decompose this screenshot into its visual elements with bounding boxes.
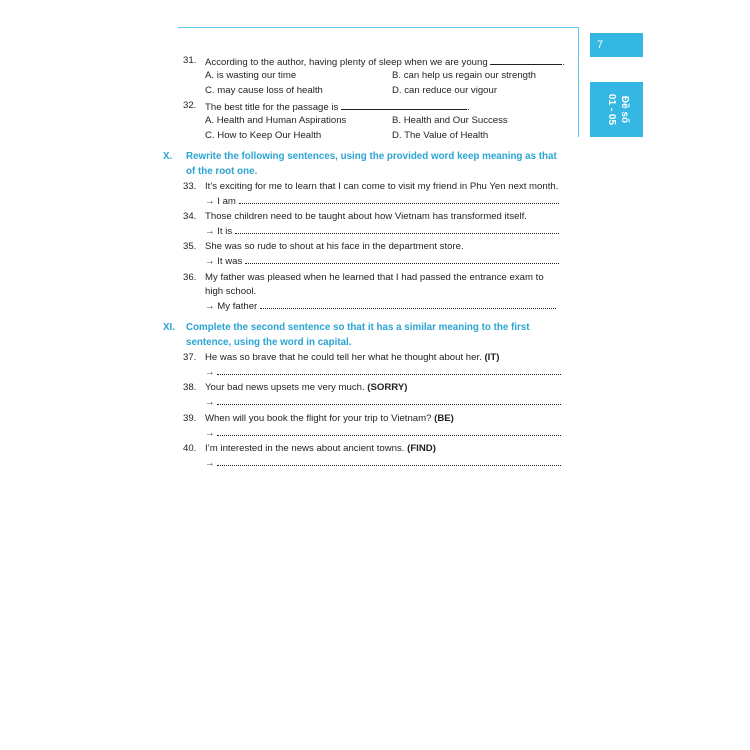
question-text: Your bad news upsets me very much. <box>205 382 365 393</box>
answer-line-35 <box>205 256 559 268</box>
question-number: 35. <box>183 241 197 252</box>
question-number: 40. <box>183 443 197 454</box>
question-text: She was so rude to shout at his face in the department store. <box>205 241 464 252</box>
answer-prompt: → My father <box>205 301 258 312</box>
answer-prompt: → It is <box>205 226 233 237</box>
keyword: (BE) <box>434 413 454 424</box>
option-a[interactable]: A. Health and Human Aspirations <box>205 115 347 126</box>
option-c[interactable]: C. may cause loss of health <box>205 85 323 96</box>
question-text-line1: My father was pleased when he learned that I had passed the entrance exam to <box>205 272 544 283</box>
question-text: It’s exciting for me to learn that I can come to visit my friend in Phu Yen next month. <box>205 181 559 192</box>
option-d[interactable]: D. can reduce our vigour <box>392 85 498 96</box>
side-rule <box>578 27 579 137</box>
section-xi-heading <box>163 320 575 350</box>
answer-blank[interactable] <box>341 100 467 110</box>
answer-prompt: → I am <box>205 196 236 207</box>
question-text: Those children need to be taught about how Vietnam has transformed itself. <box>205 211 527 222</box>
question-number: 34. <box>183 211 197 222</box>
answer-line-38 <box>205 397 561 409</box>
answer-field[interactable] <box>217 402 561 405</box>
section-title-line1: Complete the second sentence so that it has a similar meaning to the first <box>186 322 530 333</box>
question-number: 36. <box>183 272 197 283</box>
answer-field[interactable] <box>235 231 559 234</box>
option-b[interactable]: B. Health and Our Success <box>392 115 508 126</box>
keyword: (IT) <box>484 352 500 363</box>
option-c[interactable]: C. How to Keep Our Health <box>205 130 322 141</box>
page-number-tab: 7 <box>590 33 643 57</box>
answer-field[interactable] <box>217 372 561 375</box>
answer-line-39 <box>205 428 561 440</box>
answer-prompt: → <box>205 397 215 408</box>
section-tab <box>590 82 643 137</box>
question-number: 39. <box>183 413 197 424</box>
keyword: (SORRY) <box>367 382 408 393</box>
question-text: The best title for the passage is <box>205 102 339 113</box>
question-text: He was so brave that he could tell her what he thought about her. <box>205 352 482 363</box>
answer-prompt: → It was <box>205 256 243 267</box>
answer-field[interactable] <box>217 463 561 466</box>
section-x-heading <box>163 149 575 179</box>
answer-prompt: → <box>205 458 215 469</box>
question-number: 33. <box>183 181 197 192</box>
section-title-line2: of the root one. <box>186 166 258 177</box>
question-number: 32. <box>183 100 197 111</box>
section-tab-line1: Đề số <box>619 95 630 124</box>
answer-line-34 <box>205 226 559 238</box>
question-number: 31. <box>183 55 197 66</box>
answer-line-33 <box>205 196 559 208</box>
question-end: . <box>467 102 470 113</box>
answer-line-36 <box>205 301 556 313</box>
question-end: . <box>562 57 566 68</box>
section-title-line1: Rewrite the following sentences, using the provided word keep meaning as that <box>186 151 557 162</box>
question-text: According to the author, having plenty of sleep when we are young <box>205 57 488 68</box>
question-number: 37. <box>183 352 197 363</box>
answer-field[interactable] <box>217 433 561 436</box>
answer-blank[interactable] <box>490 55 562 65</box>
answer-line-40 <box>205 458 561 470</box>
section-tab-line2: 01 - 05 <box>606 93 617 126</box>
option-d[interactable]: D. The Value of Health <box>392 130 489 141</box>
question-text: I’m interested in the news about ancient towns. <box>205 443 405 454</box>
section-label: XI. <box>163 322 175 333</box>
top-rule <box>178 27 578 28</box>
section-title-line2: sentence, using the word in capital. <box>186 337 352 348</box>
keyword: (FIND) <box>407 443 436 454</box>
question-text-line2: high school. <box>205 286 257 297</box>
answer-field[interactable] <box>260 306 556 309</box>
question-text: When will you book the flight for your trip to Vietnam? <box>205 413 432 424</box>
answer-prompt: → <box>205 367 215 378</box>
answer-field[interactable] <box>239 201 559 204</box>
section-label: X. <box>163 151 173 162</box>
option-b[interactable]: B. can help us regain our strength <box>392 70 536 81</box>
section-tab-label <box>590 82 643 137</box>
question-number: 38. <box>183 382 197 393</box>
option-a[interactable]: A. is wasting our time <box>205 70 297 81</box>
answer-prompt: → <box>205 428 215 439</box>
answer-line-37 <box>205 367 561 379</box>
answer-field[interactable] <box>245 261 559 264</box>
